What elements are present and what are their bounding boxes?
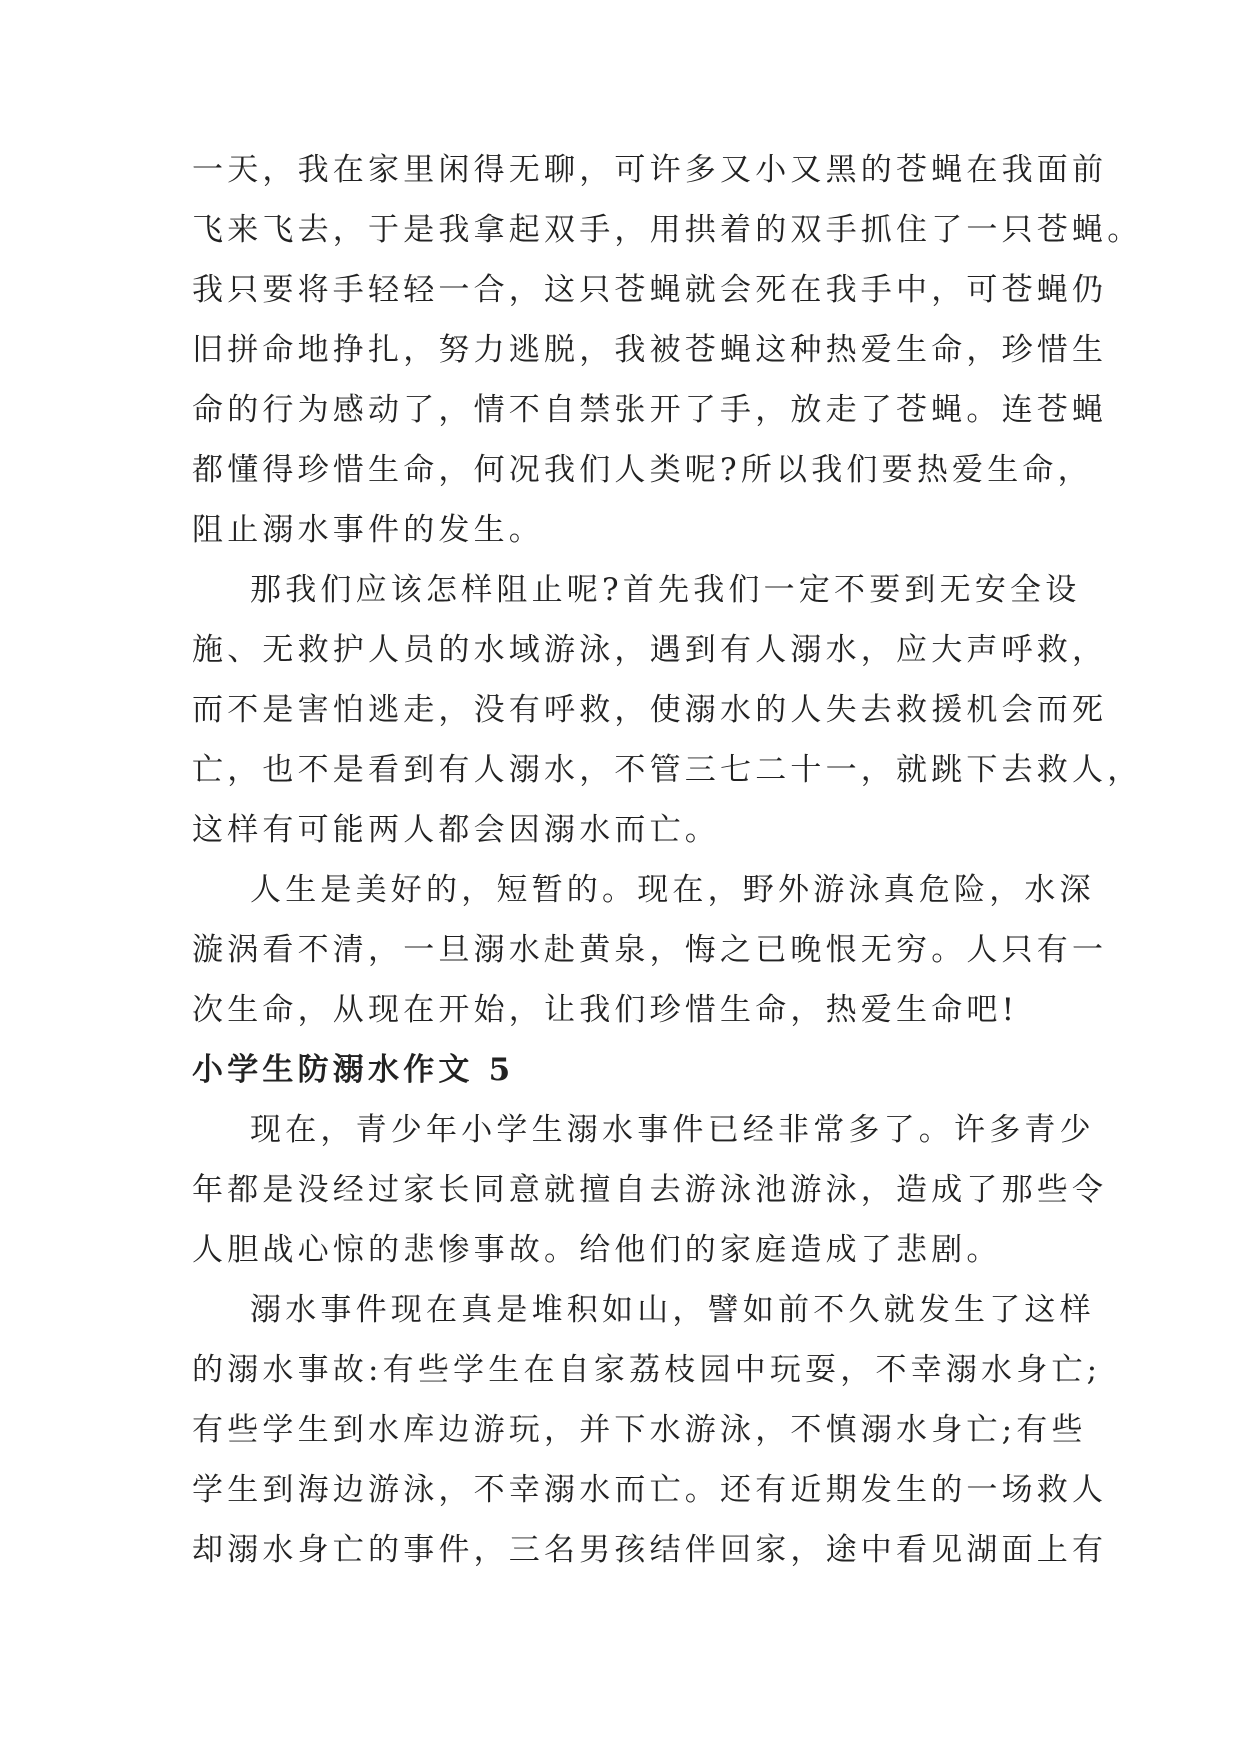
text-line: 施、无救护人员的水域游泳，遇到有人溺水，应大声呼救， [192,632,1108,668]
text-line: 命的行为感动了，情不自禁张开了手，放走了苍蝇。连苍蝇 [192,392,1108,428]
paragraph-1 [192,140,1143,560]
text-line: 现在，青少年小学生溺水事件已经非常多了。许多青少 [250,1112,1095,1148]
text-line: 我只要将手轻轻一合，这只苍蝇就会死在我手中，可苍蝇仍 [192,272,1108,308]
text-line: 阻止溺水事件的发生。 [192,512,544,548]
paragraph-3 [192,860,1108,1040]
text-line: 学生到海边游泳，不幸溺水而亡。还有近期发生的一场救人 [192,1472,1108,1508]
text-line: 的溺水事故:有些学生在自家荔枝园中玩耍，不幸溺水身亡; [192,1352,1102,1388]
text-line: 溺水事件现在真是堆积如山，譬如前不久就发生了这样 [250,1292,1095,1328]
text-line: 那我们应该怎样阻止呢?首先我们一定不要到无安全设 [250,572,1081,608]
text-line: 而不是害怕逃走，没有呼救，使溺水的人失去救援机会而死 [192,692,1108,728]
text-line: 年都是没经过家长同意就擅自去游泳池游泳，造成了那些令 [192,1172,1108,1208]
section-heading [192,1040,1072,1100]
document-page [192,140,1143,1580]
text-line: 这样有可能两人都会因溺水而亡。 [192,812,720,848]
text-line: 却溺水身亡的事件，三名男孩结伴回家，途中看见湖面上有 [192,1532,1108,1568]
text-line: 亡，也不是看到有人溺水，不管三七二十一，就跳下去救人， [192,752,1143,788]
text-line: 人胆战心惊的悲惨事故。给他们的家庭造成了悲剧。 [192,1232,1002,1268]
text-line: 飞来飞去，于是我拿起双手，用拱着的双手抓住了一只苍蝇。 [192,212,1143,248]
text-line: 次生命，从现在开始，让我们珍惜生命，热爱生命吧! [192,992,1019,1028]
text-line: 一天，我在家里闲得无聊，可许多又小又黑的苍蝇在我面前 [192,152,1108,188]
text-line: 人生是美好的，短暂的。现在，野外游泳真危险，水深 [250,872,1095,908]
paragraph-4 [192,1100,1108,1280]
text-line: 旧拼命地挣扎，努力逃脱，我被苍蝇这种热爱生命，珍惜生 [192,332,1108,368]
text-line: 有些学生到水库边游玩，并下水游泳，不慎溺水身亡;有些 [192,1412,1087,1448]
heading-text: 小学生防溺水作文 5 [192,1052,515,1088]
paragraph-2 [192,560,1143,860]
text-line: 漩涡看不清，一旦溺水赴黄泉，悔之已晚恨无穷。人只有一 [192,932,1108,968]
paragraph-5 [192,1280,1108,1580]
text-line: 都懂得珍惜生命，何况我们人类呢?所以我们要热爱生命， [192,452,1093,488]
